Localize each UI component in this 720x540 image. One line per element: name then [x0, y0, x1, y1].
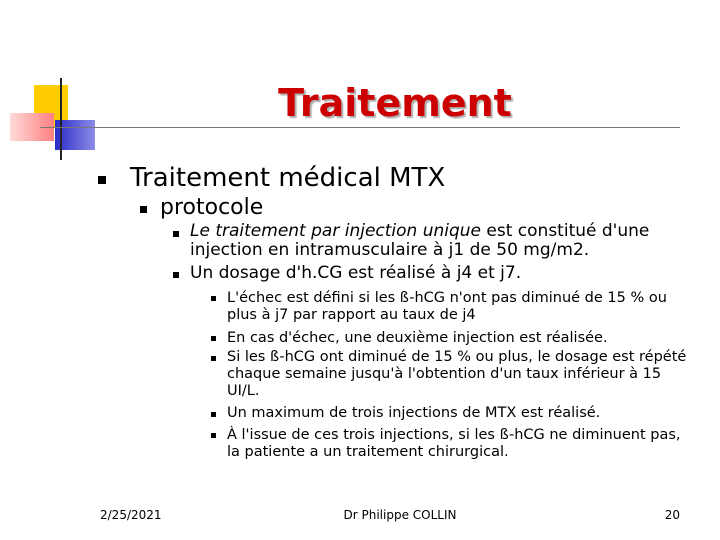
level4-item: En cas d'échec, une deuxième injection est réalisée.	[227, 330, 608, 346]
footer-page-number: 20	[664, 508, 680, 522]
level3-emphasis: Le traitement par injection unique	[190, 221, 482, 241]
level1-text: Traitement médical MTX	[130, 163, 446, 193]
bullet-level4	[211, 336, 216, 341]
slide-title: Traitement	[278, 81, 512, 125]
level4-item: Un maximum de trois injections de MTX est réalisé.	[227, 405, 601, 421]
level4-item: À l'issue de ces trois injections, si les ß-hCG ne diminuent pas, la patiente a un traitement chirurgical.	[227, 427, 681, 460]
bullet-level4	[211, 412, 216, 417]
bullet-level4	[211, 433, 216, 438]
bullet-level4	[211, 356, 216, 361]
decor-vertical-line	[60, 78, 62, 160]
bullet-level3	[173, 272, 179, 278]
footer-author: Dr Philippe COLLIN	[343, 508, 457, 522]
level2-text: protocole	[160, 195, 264, 220]
level3-item-text: est constitué d'une injection en intramusculaire à j1 de 50 mg/m2.	[190, 221, 650, 260]
bullet-level4	[211, 296, 216, 301]
level3-item-text: Un dosage d'h.CG est réalisé à j4 et j7.	[190, 263, 522, 283]
level3-item	[190, 222, 690, 260]
level4-item: L'échec est défini si les ß-hCG n'ont pas diminué de 15 % ou plus à j7 par rapport au taux de j4	[227, 290, 667, 323]
level4-item: Si les ß-hCG ont diminué de 15 % ou plus, le dosage est répété chaque semaine jusqu'à l'obtention d'un taux inférieur à 15 UI/L.	[227, 349, 687, 399]
bullet-level2	[140, 206, 147, 213]
level3-item	[190, 264, 690, 283]
footer-date: 2/25/2021	[100, 508, 162, 522]
bullet-level3	[173, 231, 179, 237]
bullet-level1	[98, 176, 106, 184]
